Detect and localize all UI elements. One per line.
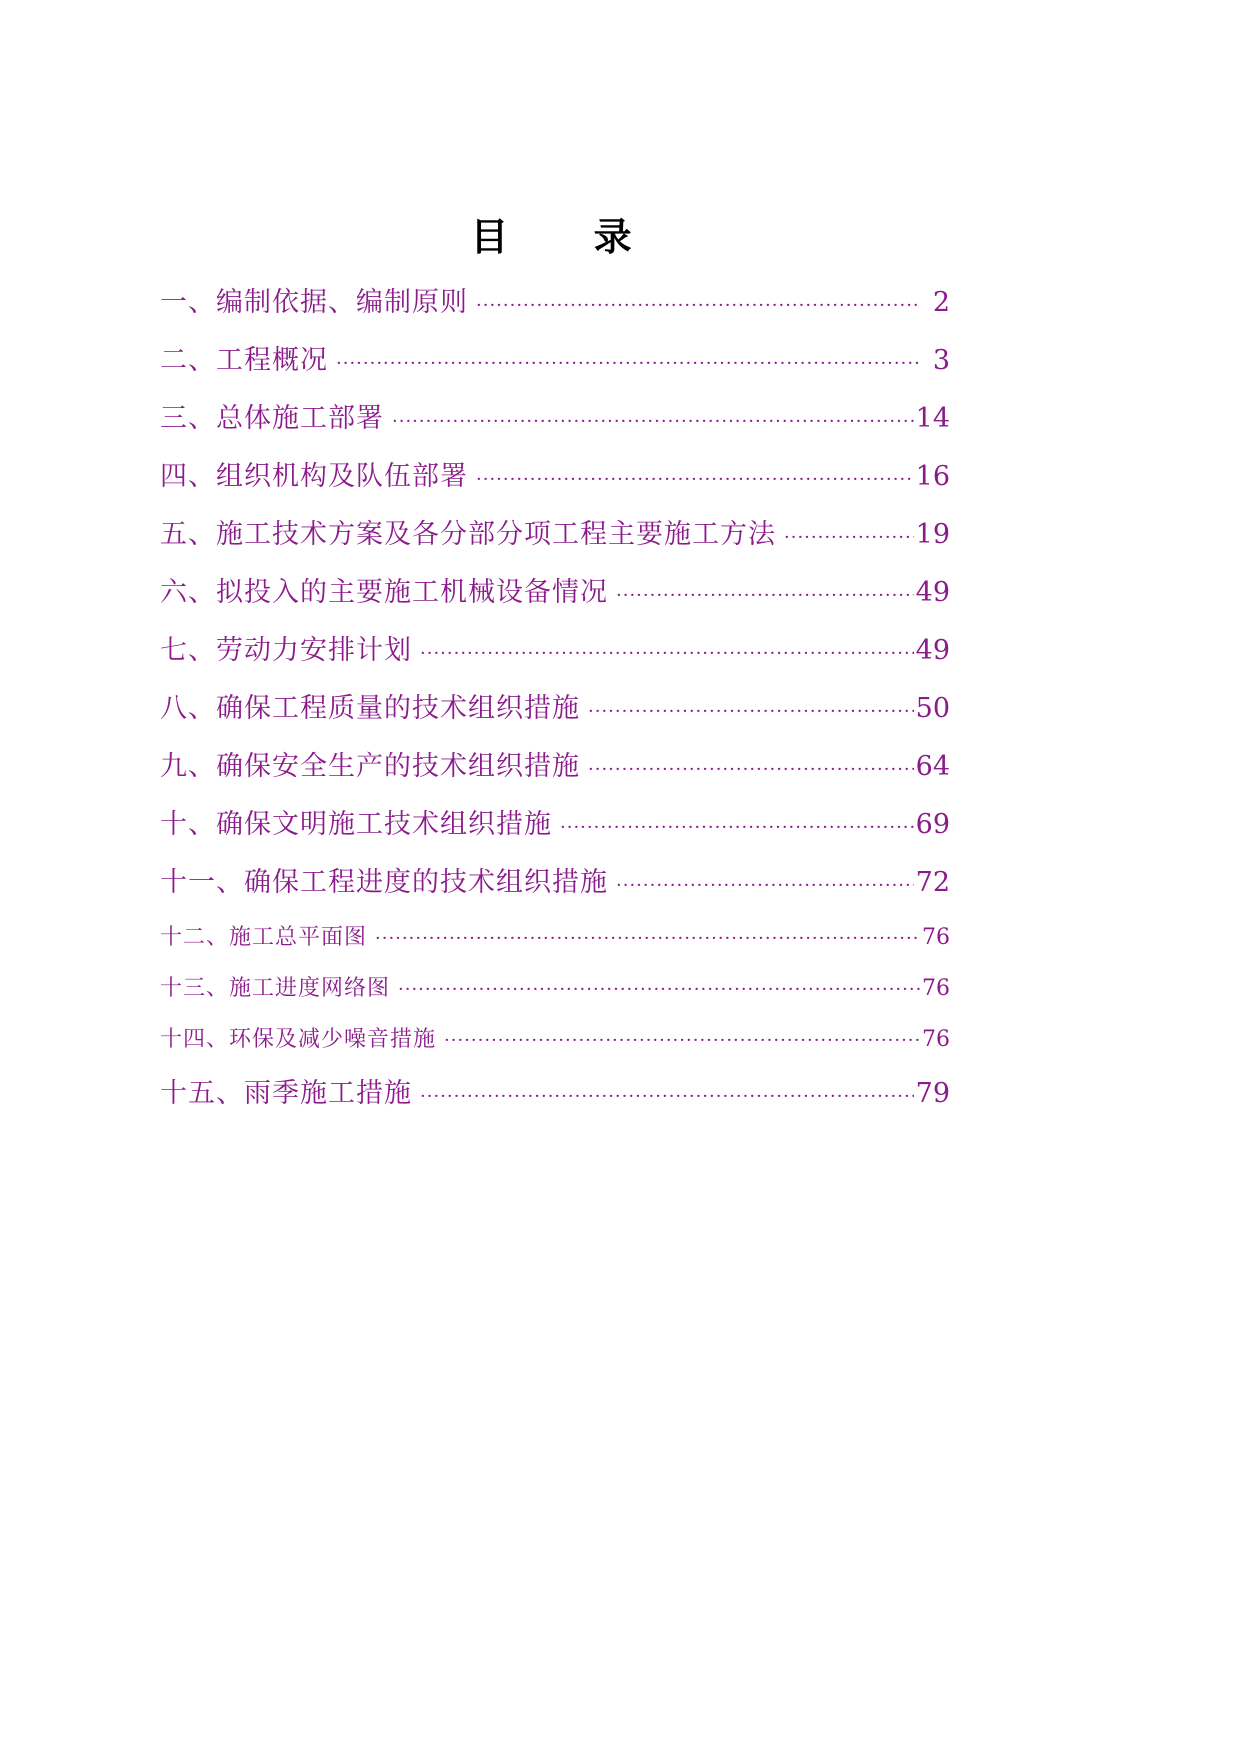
toc-dot-leader bbox=[420, 634, 914, 674]
toc-entry-page: 79 bbox=[915, 1078, 950, 1109]
toc-entry[interactable] bbox=[160, 805, 950, 863]
toc-entry-label: 三、总体施工部署 bbox=[160, 403, 384, 434]
toc-entry-page: 69 bbox=[915, 809, 950, 840]
toc-entry[interactable] bbox=[160, 863, 950, 921]
toc-entry[interactable] bbox=[160, 1023, 950, 1074]
toc-entry-label: 二、工程概况 bbox=[160, 345, 328, 376]
toc-dot-leader bbox=[444, 1024, 920, 1058]
toc-dot-leader bbox=[616, 576, 914, 616]
toc-entry-page: 19 bbox=[915, 519, 950, 550]
toc-entry[interactable] bbox=[160, 689, 950, 747]
toc-entry[interactable] bbox=[160, 515, 950, 573]
toc-entry[interactable] bbox=[160, 1074, 950, 1132]
toc-dot-leader bbox=[398, 973, 920, 1007]
toc-entry-page: 14 bbox=[915, 403, 950, 434]
toc-entry-page: 76 bbox=[922, 925, 950, 950]
toc-entry-label: 六、拟投入的主要施工机械设备情况 bbox=[160, 577, 608, 608]
toc-entry-page: 2 bbox=[932, 287, 950, 318]
toc-dot-leader bbox=[588, 692, 914, 732]
toc-entry-label: 十三、施工进度网络图 bbox=[160, 976, 391, 1001]
toc-entry[interactable] bbox=[160, 457, 950, 515]
toc-dot-leader bbox=[588, 750, 914, 790]
toc-dot-leader bbox=[476, 286, 920, 326]
toc-entry-label: 八、确保工程质量的技术组织措施 bbox=[160, 693, 580, 724]
toc-entry-page: 49 bbox=[915, 577, 950, 608]
toc-entry[interactable] bbox=[160, 747, 950, 805]
toc-dot-leader bbox=[420, 1077, 914, 1117]
toc-entry-label: 四、组织机构及队伍部署 bbox=[160, 461, 468, 492]
toc-entry[interactable] bbox=[160, 399, 950, 457]
toc-entry[interactable] bbox=[160, 921, 950, 972]
toc-dot-leader bbox=[560, 808, 914, 848]
toc-entry-label: 十四、环保及减少噪音措施 bbox=[160, 1027, 437, 1052]
toc-entry-label: 十、确保文明施工技术组织措施 bbox=[160, 809, 552, 840]
toc-dot-leader bbox=[784, 518, 914, 558]
toc-entry-page: 50 bbox=[915, 693, 950, 724]
toc-entry-page: 76 bbox=[922, 1027, 950, 1052]
table-of-contents bbox=[160, 283, 950, 1132]
toc-entry-page: 49 bbox=[915, 635, 950, 666]
toc-entry[interactable] bbox=[160, 631, 950, 689]
toc-dot-leader bbox=[476, 460, 914, 500]
toc-entry-page: 64 bbox=[915, 751, 950, 782]
toc-dot-leader bbox=[616, 866, 914, 906]
toc-entry-label: 七、劳动力安排计划 bbox=[160, 635, 412, 666]
toc-entry-label: 十五、雨季施工措施 bbox=[160, 1078, 412, 1109]
toc-entry-page: 3 bbox=[932, 345, 950, 376]
toc-entry-label: 一、编制依据、编制原则 bbox=[160, 287, 468, 318]
toc-entry-label: 十一、确保工程进度的技术组织措施 bbox=[160, 867, 608, 898]
toc-entry-page: 76 bbox=[922, 976, 950, 1001]
toc-entry-label: 五、施工技术方案及各分部分项工程主要施工方法 bbox=[160, 519, 776, 550]
toc-dot-leader bbox=[336, 344, 920, 384]
toc-entry-label: 十二、施工总平面图 bbox=[160, 925, 368, 950]
toc-dot-leader bbox=[392, 402, 914, 442]
toc-dot-leader bbox=[375, 922, 920, 956]
toc-title: 目 录 bbox=[470, 214, 668, 259]
toc-entry[interactable] bbox=[160, 573, 950, 631]
toc-entry[interactable] bbox=[160, 972, 950, 1023]
toc-entry-label: 九、确保安全生产的技术组织措施 bbox=[160, 751, 580, 782]
toc-entry[interactable] bbox=[160, 283, 950, 341]
toc-entry[interactable] bbox=[160, 341, 950, 399]
toc-entry-page: 72 bbox=[915, 867, 950, 898]
toc-entry-page: 16 bbox=[915, 461, 950, 492]
